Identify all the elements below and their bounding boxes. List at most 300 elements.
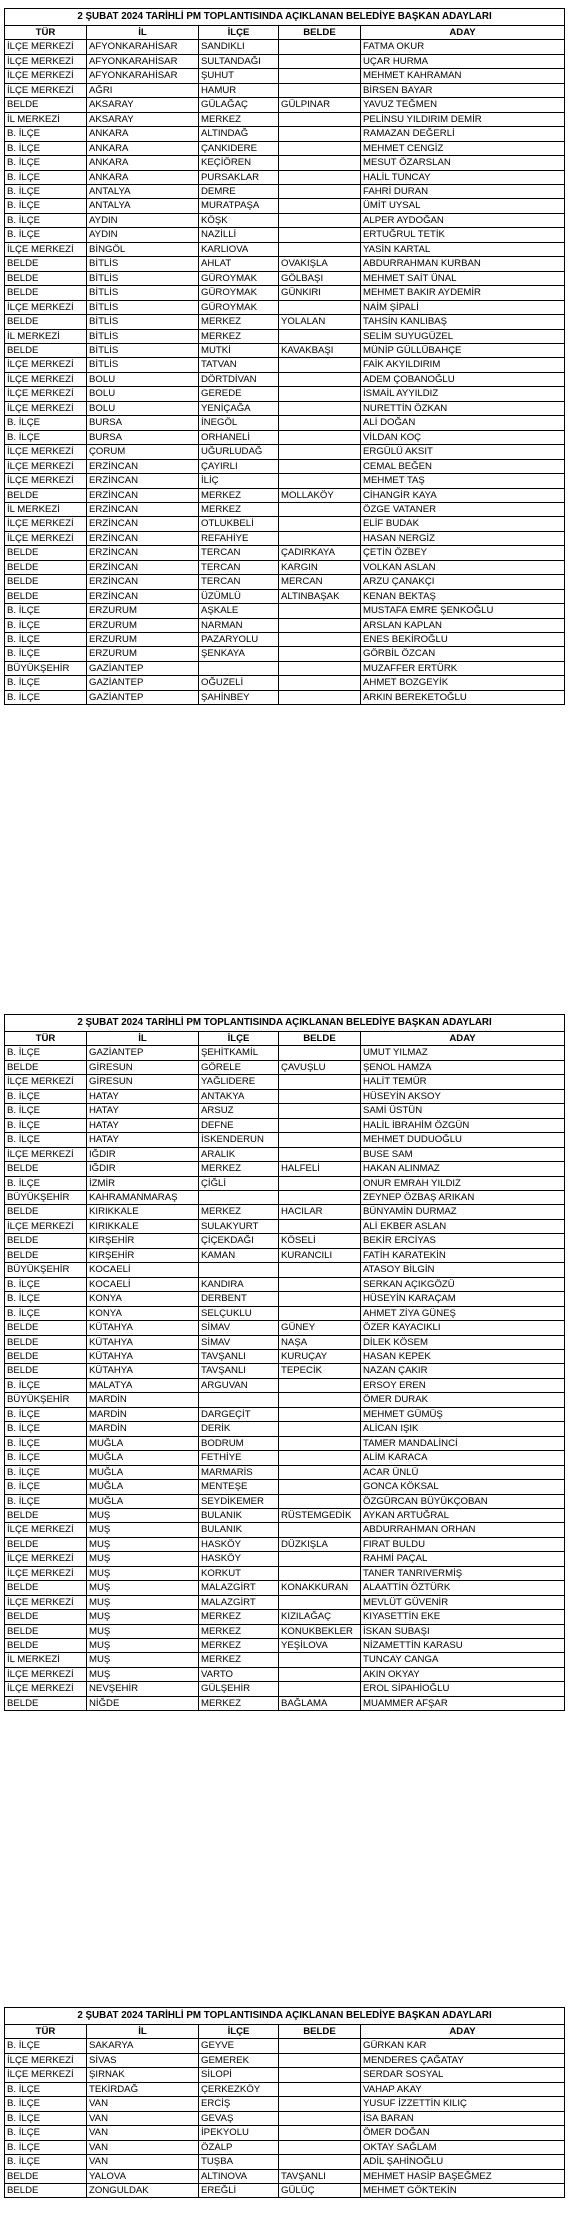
table-title-row — [5, 9, 565, 26]
table-cell: BELDE — [5, 575, 87, 589]
table-cell: B. İLÇE — [5, 213, 87, 227]
table-cell: HATAY — [87, 1104, 199, 1118]
table-row — [5, 98, 565, 112]
table-cell: SİMAV — [199, 1321, 279, 1335]
table-cell: KÖSELİ — [279, 1234, 361, 1248]
table-cell: İLÇE MERKEZİ — [5, 1682, 87, 1696]
table-row — [5, 1089, 565, 1103]
table-cell: MENTEŞE — [199, 1480, 279, 1494]
table-row — [5, 2097, 565, 2111]
table-row — [5, 1248, 565, 1262]
table-cell: GÜRKAN KAR — [361, 2039, 565, 2053]
table-cell: ERZİNCAN — [87, 589, 199, 603]
table-cell — [279, 1566, 361, 1580]
table-cell — [279, 242, 361, 256]
table-row — [5, 531, 565, 545]
table-cell: ERZİNCAN — [87, 474, 199, 488]
table-cell: MUŞ — [87, 1523, 199, 1537]
table-cell: MEHMET DUDUOĞLU — [361, 1133, 565, 1147]
table-cell: İSKAN SUBAŞI — [361, 1624, 565, 1638]
table-cell: İLÇE MERKEZİ — [5, 401, 87, 415]
table-cell: KAHRAMANMARAŞ — [87, 1190, 199, 1204]
table-row — [5, 1552, 565, 1566]
table-cell: MUŞ — [87, 1653, 199, 1667]
table-cell: MUŞ — [87, 1639, 199, 1653]
table-cell: İLÇE MERKEZİ — [5, 1523, 87, 1537]
table-cell: B. İLÇE — [5, 1046, 87, 1060]
table-cell: DÖRTDİVAN — [199, 372, 279, 386]
column-header: İLÇE — [199, 1032, 279, 1046]
table-cell: KIRIKKALE — [87, 1219, 199, 1233]
table-cell: SİLOPİ — [199, 2068, 279, 2082]
table-row — [5, 1292, 565, 1306]
table-cell: HALİT TEMÜR — [361, 1075, 565, 1089]
table-cell: ANTAKYA — [199, 1089, 279, 1103]
table-cell: BOLU — [87, 372, 199, 386]
table-cell: ALİCAN IŞIK — [361, 1422, 565, 1436]
table-title: 2 ŞUBAT 2024 TARİHLİ PM TOPLANTISINDA AÇIKLANAN BELEDİYE BAŞKAN ADAYLARI — [5, 1015, 565, 1032]
table-cell: ERGÜLÜ AKSIT — [361, 445, 565, 459]
table-row — [5, 1581, 565, 1595]
table-cell: ARSLAN KAPLAN — [361, 618, 565, 632]
table-cell: B. İLÇE — [5, 1176, 87, 1190]
table-cell: RAMAZAN DEĞERLİ — [361, 127, 565, 141]
table-cell — [279, 1046, 361, 1060]
table-cell: AHMET ZİYA GÜNEŞ — [361, 1306, 565, 1320]
table-cell: ÖZER KAYACIKLI — [361, 1321, 565, 1335]
table-row — [5, 170, 565, 184]
table-cell: BİTLİS — [87, 271, 199, 285]
table-row — [5, 112, 565, 126]
table-cell: B. İLÇE — [5, 2039, 87, 2053]
table-cell — [279, 1147, 361, 1161]
table-cell: YENİÇAĞA — [199, 401, 279, 415]
table-row — [5, 1523, 565, 1537]
table-row — [5, 1653, 565, 1667]
table-cell: MUŞ — [87, 1537, 199, 1551]
table-cell: AKIN OKYAY — [361, 1667, 565, 1681]
table-row — [5, 372, 565, 386]
table-cell: GÖLBAŞI — [279, 271, 361, 285]
table-cell: MERCAN — [279, 575, 361, 589]
table-cell: BELDE — [5, 1349, 87, 1363]
table-cell: GEMEREK — [199, 2053, 279, 2067]
table-cell: İLÇE MERKEZİ — [5, 387, 87, 401]
table-cell: İLÇE MERKEZİ — [5, 1147, 87, 1161]
table-cell: DEFNE — [199, 1118, 279, 1132]
table-row — [5, 2169, 565, 2183]
table-cell — [279, 2140, 361, 2154]
table-row — [5, 1176, 565, 1190]
table-cell: KÜTAHYA — [87, 1335, 199, 1349]
table-cell: BELDE — [5, 1234, 87, 1248]
header-row — [5, 26, 565, 40]
table-cell: AHLAT — [199, 257, 279, 271]
table-cell: TUŞBA — [199, 2155, 279, 2169]
table-cell: HALİL İBRAHİM ÖZGÜN — [361, 1118, 565, 1132]
table-cell: MERKEZ — [199, 315, 279, 329]
table-cell: TAVŞANLI — [279, 2169, 361, 2183]
table-cell: ANKARA — [87, 127, 199, 141]
table-row — [5, 416, 565, 430]
table-cell: ALİM KARACA — [361, 1451, 565, 1465]
table-cell — [279, 54, 361, 68]
table-cell — [279, 604, 361, 618]
table-cell: MESUT ÖZARSLAN — [361, 156, 565, 170]
table-cell: MARDİN — [87, 1407, 199, 1421]
table-cell: KIZILAĞAÇ — [279, 1610, 361, 1624]
table-cell: ERZURUM — [87, 604, 199, 618]
table-cell: OVAKIŞLA — [279, 257, 361, 271]
table-cell: MUĞLA — [87, 1494, 199, 1508]
table-row — [5, 54, 565, 68]
table-cell: BELDE — [5, 1248, 87, 1262]
table-cell: MURATPAŞA — [199, 199, 279, 213]
table-row — [5, 69, 565, 83]
table-cell: B. İLÇE — [5, 1436, 87, 1450]
table-row — [5, 343, 565, 357]
column-header: TÜR — [5, 2025, 87, 2039]
table-cell: BELDE — [5, 1364, 87, 1378]
table-cell: İLÇE MERKEZİ — [5, 445, 87, 459]
table-row — [5, 387, 565, 401]
table-cell: ALTINBAŞAK — [279, 589, 361, 603]
table-cell: VAN — [87, 2097, 199, 2111]
table-cell: GAZİANTEP — [87, 1046, 199, 1060]
table-cell: SAMİ ÜSTÜN — [361, 1104, 565, 1118]
table-cell: BUSE SAM — [361, 1147, 565, 1161]
table-cell: B. İLÇE — [5, 127, 87, 141]
table-cell: PELİNSU YILDIRIM DEMİR — [361, 112, 565, 126]
table-row — [5, 315, 565, 329]
table-cell: BELDE — [5, 2183, 87, 2197]
table-cell: IĞDIR — [87, 1162, 199, 1176]
table-cell: MERKEZ — [199, 1639, 279, 1653]
table-row — [5, 604, 565, 618]
table-cell: TANER TANRIVERMİŞ — [361, 1566, 565, 1580]
table-cell: ÜZÜMLÜ — [199, 589, 279, 603]
table-cell: BELDE — [5, 1508, 87, 1522]
table-cell: İLÇE MERKEZİ — [5, 531, 87, 545]
table-cell: İNEGÖL — [199, 416, 279, 430]
table-cell: BİTLİS — [87, 358, 199, 372]
table-cell: TAHSİN KANLIBAŞ — [361, 315, 565, 329]
table-cell: GÜNEY — [279, 1321, 361, 1335]
table-cell — [279, 127, 361, 141]
table-cell: BULANIK — [199, 1523, 279, 1537]
table-cell: NAİM ŞİPALİ — [361, 300, 565, 314]
table-cell: ÇADIRKAYA — [279, 546, 361, 560]
table-cell: ŞAHİNBEY — [199, 690, 279, 704]
table-cell: MERKEZ — [199, 112, 279, 126]
table-cell: ABDURRAHMAN ORHAN — [361, 1523, 565, 1537]
table-cell: B. İLÇE — [5, 1407, 87, 1421]
table-cell: ANKARA — [87, 170, 199, 184]
table-cell: BELDE — [5, 1639, 87, 1653]
table-cell: BELDE — [5, 343, 87, 357]
table-cell: MUSTAFA EMRE ŞENKOĞLU — [361, 604, 565, 618]
table-cell — [279, 1393, 361, 1407]
table-cell: MUĞLA — [87, 1436, 199, 1450]
table-cell: KURUÇAY — [279, 1349, 361, 1363]
table-cell: KOCAELİ — [87, 1263, 199, 1277]
table-cell: MEHMET CENGİZ — [361, 141, 565, 155]
table-row — [5, 286, 565, 300]
table-cell — [279, 1407, 361, 1421]
table-cell: MALATYA — [87, 1378, 199, 1392]
table-row — [5, 1451, 565, 1465]
table-cell: VAN — [87, 2155, 199, 2169]
table-row — [5, 575, 565, 589]
table-cell: TERCAN — [199, 560, 279, 574]
table-cell: İSKENDERUN — [199, 1133, 279, 1147]
header-row — [5, 1032, 565, 1046]
table-cell: MUŞ — [87, 1508, 199, 1522]
table-cell: PURSAKLAR — [199, 170, 279, 184]
table-cell — [279, 1436, 361, 1450]
table-cell — [279, 1176, 361, 1190]
table-cell — [279, 1306, 361, 1320]
table-row — [5, 1480, 565, 1494]
table-cell: İLÇE MERKEZİ — [5, 1075, 87, 1089]
table-cell: ATASOY BİLGİN — [361, 1263, 565, 1277]
table-cell — [279, 618, 361, 632]
table-cell: GÜLAĞAÇ — [199, 98, 279, 112]
table-cell: ORHANELİ — [199, 430, 279, 444]
table-row — [5, 445, 565, 459]
table-cell: HASKÖY — [199, 1537, 279, 1551]
table-cell: ADEM ÇOBANOĞLU — [361, 372, 565, 386]
table-cell: GAZİANTEP — [87, 676, 199, 690]
table-cell — [279, 459, 361, 473]
table-cell: ALTINOVA — [199, 2169, 279, 2183]
table-row — [5, 517, 565, 531]
table-cell: B. İLÇE — [5, 618, 87, 632]
table-cell: HASAN NERGİZ — [361, 531, 565, 545]
table-cell: BEKİR ERCİYAS — [361, 1234, 565, 1248]
table-cell — [279, 300, 361, 314]
table-row — [5, 1595, 565, 1609]
table-cell: ALİ DOĞAN — [361, 416, 565, 430]
table-cell: ÇORUM — [87, 445, 199, 459]
table-cell: ERZURUM — [87, 647, 199, 661]
table-cell: BİNGÖL — [87, 242, 199, 256]
table-cell: MUŞ — [87, 1595, 199, 1609]
table-row — [5, 1234, 565, 1248]
table-cell: MALAZGİRT — [199, 1581, 279, 1595]
table-cell: SERDAR SOSYAL — [361, 2068, 565, 2082]
table-cell: KIRŞEHİR — [87, 1248, 199, 1262]
table-cell: GÜLŞEHİR — [199, 1682, 279, 1696]
table-cell: B. İLÇE — [5, 1104, 87, 1118]
table-cell: MEHMET HASİP BAŞEĞMEZ — [361, 2169, 565, 2183]
table-row — [5, 1682, 565, 1696]
table-cell: MEHMET SAİT ÜNAL — [361, 271, 565, 285]
table-cell: MARMARİS — [199, 1465, 279, 1479]
table-cell: MUŞ — [87, 1566, 199, 1580]
table-cell: BURSA — [87, 430, 199, 444]
table-cell: B. İLÇE — [5, 2126, 87, 2140]
table-cell: MALAZGİRT — [199, 1595, 279, 1609]
table-cell: AFYONKARAHİSAR — [87, 54, 199, 68]
table-cell: ZONGULDAK — [87, 2183, 199, 2197]
table-row — [5, 1422, 565, 1436]
table-row — [5, 1277, 565, 1291]
table-cell: NURETTİN ÖZKAN — [361, 401, 565, 415]
table-cell: YOLALAN — [279, 315, 361, 329]
table-cell: NEVŞEHİR — [87, 1682, 199, 1696]
table-cell: TEPECİK — [279, 1364, 361, 1378]
table-row — [5, 2183, 565, 2197]
table-cell: HATAY — [87, 1089, 199, 1103]
table-cell: GEREDE — [199, 387, 279, 401]
table-cell — [199, 1393, 279, 1407]
table-cell: SULAKYURT — [199, 1219, 279, 1233]
table-cell — [279, 633, 361, 647]
table-cell: B. İLÇE — [5, 633, 87, 647]
table-row — [5, 546, 565, 560]
table-cell: KORKUT — [199, 1566, 279, 1580]
table-cell: GİRESUN — [87, 1075, 199, 1089]
table-cell: HÜSEYİN KARAÇAM — [361, 1292, 565, 1306]
table-cell: ERZİNCAN — [87, 546, 199, 560]
table-cell: HALİL TUNCAY — [361, 170, 565, 184]
table-row — [5, 430, 565, 444]
table-cell: İLÇE MERKEZİ — [5, 459, 87, 473]
table-cell: OĞUZELİ — [199, 676, 279, 690]
table-cell: GÜLPINAR — [279, 98, 361, 112]
table-cell — [279, 141, 361, 155]
table-cell: KURANCILI — [279, 1248, 361, 1262]
table-cell: GÖRBİL ÖZCAN — [361, 647, 565, 661]
table-cell: B. İLÇE — [5, 170, 87, 184]
table-cell: B. İLÇE — [5, 1451, 87, 1465]
table-cell — [279, 1465, 361, 1479]
table-cell: MUŞ — [87, 1552, 199, 1566]
table-row — [5, 1566, 565, 1580]
table-row — [5, 474, 565, 488]
table-cell — [279, 156, 361, 170]
table-cell: CEMAL BEĞEN — [361, 459, 565, 473]
table-cell — [279, 1263, 361, 1277]
table-cell — [279, 401, 361, 415]
table-cell: VAN — [87, 2140, 199, 2154]
table-cell: BELDE — [5, 257, 87, 271]
table-cell: İLÇE MERKEZİ — [5, 474, 87, 488]
table-cell: BELDE — [5, 1060, 87, 1074]
table-cell: ARGUVAN — [199, 1378, 279, 1392]
table-cell: ERZİNCAN — [87, 517, 199, 531]
table-cell — [279, 676, 361, 690]
table-cell: BOLU — [87, 387, 199, 401]
column-header: ADAY — [361, 26, 565, 40]
table-cell: UÇAR HURMA — [361, 54, 565, 68]
column-header: İL — [87, 1032, 199, 1046]
table-cell: BELDE — [5, 1624, 87, 1638]
table-cell: ERZİNCAN — [87, 560, 199, 574]
table-cell: AKSARAY — [87, 112, 199, 126]
table-cell: ŞUHUT — [199, 69, 279, 83]
table-row — [5, 228, 565, 242]
table-row — [5, 1667, 565, 1681]
table-cell: İLÇE MERKEZİ — [5, 300, 87, 314]
table-cell: İL MERKEZİ — [5, 329, 87, 343]
table-cell: B. İLÇE — [5, 199, 87, 213]
table-row — [5, 1393, 565, 1407]
table-cell — [279, 531, 361, 545]
table-cell: AFYONKARAHİSAR — [87, 69, 199, 83]
table-cell: ŞIRNAK — [87, 2068, 199, 2082]
candidates-table-page-2 — [4, 1014, 565, 1711]
table-cell — [279, 1104, 361, 1118]
table-cell: HÜSEYİN AKSOY — [361, 1089, 565, 1103]
table-row — [5, 83, 565, 97]
table-cell: GAZİANTEP — [87, 690, 199, 704]
table-cell: MERKEZ — [199, 1653, 279, 1667]
table-row — [5, 2126, 565, 2140]
column-header: TÜR — [5, 1032, 87, 1046]
table-cell: MERKEZ — [199, 1624, 279, 1638]
table-cell — [279, 2068, 361, 2082]
table-cell: ÇANKIDERE — [199, 141, 279, 155]
table-cell: HASAN KEPEK — [361, 1349, 565, 1363]
table-cell — [279, 2053, 361, 2067]
table-row — [5, 1219, 565, 1233]
table-cell: YASİN KARTAL — [361, 242, 565, 256]
table-row — [5, 647, 565, 661]
table-cell: HAMUR — [199, 83, 279, 97]
table-row — [5, 676, 565, 690]
table-cell: İLÇE MERKEZİ — [5, 40, 87, 54]
table-cell: ÇAVUŞLU — [279, 1060, 361, 1074]
table-cell: İLÇE MERKEZİ — [5, 1219, 87, 1233]
table-row — [5, 271, 565, 285]
table-cell: HALFELİ — [279, 1162, 361, 1176]
table-cell: B. İLÇE — [5, 1133, 87, 1147]
table-cell: BİTLİS — [87, 343, 199, 357]
table-cell: MUĞLA — [87, 1451, 199, 1465]
table-cell: GÜROYMAK — [199, 300, 279, 314]
table-cell — [279, 83, 361, 97]
table-row — [5, 560, 565, 574]
table-row — [5, 1306, 565, 1320]
table-cell: İLÇE MERKEZİ — [5, 1552, 87, 1566]
table-cell: B. İLÇE — [5, 690, 87, 704]
table-cell: OTLUKBELİ — [199, 517, 279, 531]
table-cell: BELDE — [5, 1537, 87, 1551]
table-cell: İLÇE MERKEZİ — [5, 83, 87, 97]
table-cell: İLÇE MERKEZİ — [5, 1667, 87, 1681]
table-cell — [279, 2082, 361, 2096]
table-cell: ŞEHİTKAMİL — [199, 1046, 279, 1060]
table-cell: B. İLÇE — [5, 2082, 87, 2096]
table-cell — [279, 2126, 361, 2140]
table-cell: MENDERES ÇAĞATAY — [361, 2053, 565, 2067]
table-cell: ALİ EKBER ASLAN — [361, 1219, 565, 1233]
table-cell: YALOVA — [87, 2169, 199, 2183]
table-cell: BELDE — [5, 1205, 87, 1219]
table-cell: TERCAN — [199, 575, 279, 589]
table-row — [5, 2068, 565, 2082]
table-cell: ADİL ŞAHİNOĞLU — [361, 2155, 565, 2169]
table-cell: ARKIN BEREKETOĞLU — [361, 690, 565, 704]
table-cell: KARLIOVA — [199, 242, 279, 256]
table-cell — [279, 40, 361, 54]
table-cell: B. İLÇE — [5, 2155, 87, 2169]
table-cell: RÜSTEMGEDİK — [279, 1508, 361, 1522]
table-cell: İSMAİL AYYILDIZ — [361, 387, 565, 401]
table-cell: PAZARYOLU — [199, 633, 279, 647]
